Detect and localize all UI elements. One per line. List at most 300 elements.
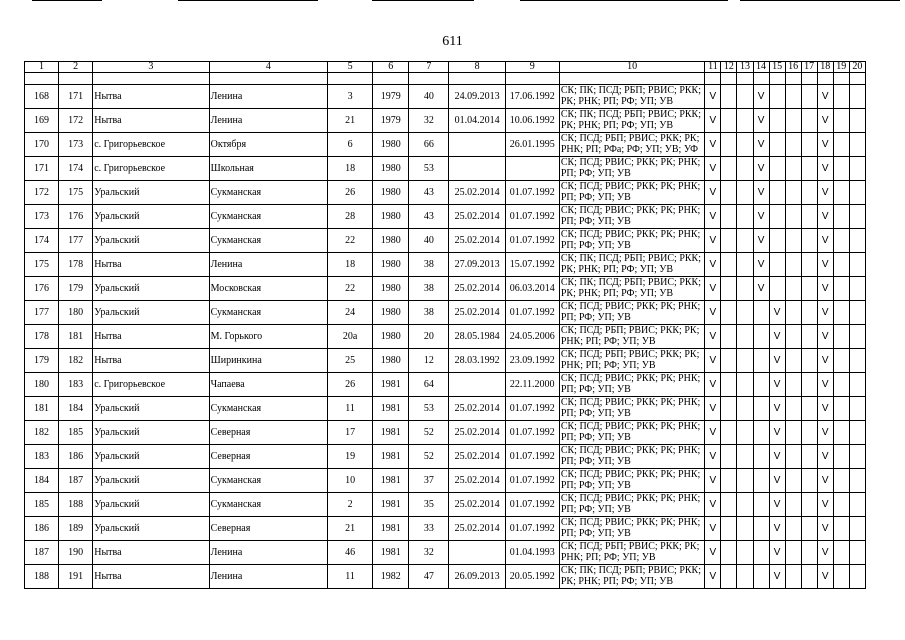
mark-cell-col-13 [737,301,753,325]
mark-cell-col-19 [833,541,849,565]
wear-percent-cell: 32 [409,109,449,133]
street-cell: Ширинкина [209,349,327,373]
wear-percent-cell: 33 [409,517,449,541]
row-number-cell: 183 [25,445,59,469]
mark-cell-col-15: V [769,325,785,349]
date-2-cell: 20.05.1992 [505,565,559,589]
column-number-1: 1 [25,62,59,73]
mark-cell-col-14 [753,517,769,541]
wear-percent-cell: 52 [409,421,449,445]
mark-cell-col-15: V [769,397,785,421]
row-number-cell: 182 [25,421,59,445]
table-row [25,229,866,253]
mark-cell-col-14: V [753,229,769,253]
mark-cell-col-17 [801,373,817,397]
mark-cell-col-11: V [705,373,721,397]
mark-cell-col-12 [721,541,737,565]
mark-cell-col-17 [801,493,817,517]
mark-cell-col-18: V [817,229,833,253]
mark-cell-col-13 [737,325,753,349]
mark-cell-col-12 [721,325,737,349]
mark-cell-col-15: V [769,445,785,469]
year-built-cell: 1980 [373,133,409,157]
row-number-cell: 185 [25,493,59,517]
spacer-cell [817,73,833,85]
mark-cell-col-16 [785,565,801,589]
date-1-cell: 01.04.2014 [449,109,505,133]
mark-cell-col-13 [737,181,753,205]
mark-cell-col-12 [721,157,737,181]
mark-cell-col-12 [721,109,737,133]
object-number-cell: 176 [59,205,93,229]
street-cell: Ленина [209,541,327,565]
street-cell: Сукманская [209,397,327,421]
object-number-cell: 172 [59,109,93,133]
settlement-cell: Нытва [93,85,209,109]
mark-cell-col-16 [785,253,801,277]
settlement-cell: Нытва [93,541,209,565]
house-number-cell: 26 [328,181,373,205]
mark-cell-col-11: V [705,397,721,421]
mark-cell-col-19 [833,517,849,541]
house-number-cell: 11 [328,397,373,421]
street-cell: Сукманская [209,229,327,253]
mark-cell-col-12 [721,469,737,493]
mark-cell-col-15 [769,253,785,277]
mark-cell-col-18: V [817,157,833,181]
row-number-cell: 169 [25,109,59,133]
table-row [25,253,866,277]
mark-cell-col-20 [849,469,865,493]
spacer-cell [705,73,721,85]
mark-cell-col-15: V [769,565,785,589]
top-rule [32,0,102,1]
mark-cell-col-13 [737,541,753,565]
settlement-cell: Уральский [93,517,209,541]
mark-cell-col-18: V [817,565,833,589]
date-2-cell: 23.09.1992 [505,349,559,373]
house-number-cell: 21 [328,517,373,541]
wear-percent-cell: 53 [409,397,449,421]
street-cell: Ленина [209,85,327,109]
mark-cell-col-15: V [769,517,785,541]
mark-cell-col-20 [849,301,865,325]
date-2-cell [505,157,559,181]
mark-cell-col-20 [849,133,865,157]
street-cell: Московская [209,277,327,301]
object-number-cell: 171 [59,85,93,109]
date-2-cell: 01.07.1992 [505,493,559,517]
street-cell: Школьная [209,157,327,181]
mark-cell-col-12 [721,133,737,157]
mark-cell-col-19 [833,205,849,229]
mark-cell-col-11: V [705,229,721,253]
table-row [25,541,866,565]
mark-cell-col-11: V [705,445,721,469]
mark-cell-col-14 [753,325,769,349]
year-built-cell: 1979 [373,109,409,133]
mark-cell-col-16 [785,277,801,301]
street-cell: Северная [209,517,327,541]
mark-cell-col-12 [721,301,737,325]
street-cell: Сукманская [209,181,327,205]
mark-cell-col-19 [833,565,849,589]
table-row [25,373,866,397]
settlement-cell: Уральский [93,181,209,205]
mark-cell-col-17 [801,445,817,469]
mark-cell-col-15 [769,157,785,181]
mark-cell-col-14: V [753,133,769,157]
row-number-cell: 187 [25,541,59,565]
mark-cell-col-20 [849,109,865,133]
mark-cell-col-13 [737,373,753,397]
column-number-20: 20 [849,62,865,73]
mark-cell-col-12 [721,277,737,301]
house-number-cell: 6 [328,133,373,157]
date-2-cell: 24.05.2006 [505,325,559,349]
mark-cell-col-16 [785,397,801,421]
house-number-cell: 22 [328,229,373,253]
mark-cell-col-14: V [753,109,769,133]
mark-cell-col-11: V [705,517,721,541]
wear-percent-cell: 32 [409,541,449,565]
mark-cell-col-14 [753,373,769,397]
mark-cell-col-17 [801,253,817,277]
column-number-17: 17 [801,62,817,73]
settlement-cell: Уральский [93,445,209,469]
mark-cell-col-17 [801,325,817,349]
wear-percent-cell: 38 [409,301,449,325]
settlement-cell: с. Григорьевское [93,133,209,157]
table-row [25,277,866,301]
date-2-cell: 01.07.1992 [505,421,559,445]
street-cell: Северная [209,421,327,445]
mark-cell-col-15 [769,133,785,157]
mark-cell-col-20 [849,517,865,541]
date-1-cell: 25.02.2014 [449,397,505,421]
mark-cell-col-20 [849,325,865,349]
mark-cell-col-13 [737,205,753,229]
mark-cell-col-20 [849,493,865,517]
services-cell: СК; ПСД; РВИС; РКК; РК; РНК; РП; РФ; УП; УВ [559,517,705,541]
services-cell: СК; ПСД; РВИС; РКК; РК; РНК; РП; РФ; УП; УВ [559,469,705,493]
mark-cell-col-19 [833,445,849,469]
services-cell: СК; ПК; ПСД; РБП; РВИС; РКК; РК; РНК; РП; РФ; УП; УВ [559,277,705,301]
mark-cell-col-17 [801,157,817,181]
mark-cell-col-19 [833,301,849,325]
mark-cell-col-19 [833,157,849,181]
mark-cell-col-12 [721,253,737,277]
mark-cell-col-18: V [817,277,833,301]
date-1-cell: 25.02.2014 [449,469,505,493]
mark-cell-col-11: V [705,85,721,109]
services-cell: СК; ПСД; РВИС; РКК; РК; РНК; РП; РФ; УП; УВ [559,229,705,253]
column-number-4: 4 [209,62,327,73]
mark-cell-col-13 [737,133,753,157]
row-number-cell: 171 [25,157,59,181]
date-1-cell: 25.02.2014 [449,445,505,469]
year-built-cell: 1980 [373,325,409,349]
street-cell: Сукманская [209,493,327,517]
mark-cell-col-20 [849,85,865,109]
services-cell: СК; ПСД; РВИС; РКК; РК; РНК; РП; РФ; УП; УВ [559,301,705,325]
date-1-cell: 25.02.2014 [449,205,505,229]
mark-cell-col-16 [785,493,801,517]
mark-cell-col-17 [801,109,817,133]
mark-cell-col-16 [785,445,801,469]
mark-cell-col-17 [801,397,817,421]
mark-cell-col-12 [721,373,737,397]
settlement-cell: Нытва [93,349,209,373]
settlement-cell: Уральский [93,277,209,301]
mark-cell-col-15: V [769,373,785,397]
mark-cell-col-19 [833,133,849,157]
year-built-cell: 1981 [373,469,409,493]
mark-cell-col-13 [737,565,753,589]
wear-percent-cell: 53 [409,157,449,181]
mark-cell-col-15 [769,181,785,205]
table-row [25,85,866,109]
mark-cell-col-17 [801,205,817,229]
services-cell: СК; ПСД; РБП; РВИС; РКК; РК; РНК; РП; РФ; УП; УВ [559,325,705,349]
mark-cell-col-12 [721,397,737,421]
table-row [25,181,866,205]
mark-cell-col-15 [769,109,785,133]
object-number-cell: 178 [59,253,93,277]
table-row [25,325,866,349]
services-cell: СК; ПСД; РВИС; РКК; РК; РНК; РП; РФ; УП; УВ [559,157,705,181]
mark-cell-col-18: V [817,205,833,229]
mark-cell-col-17 [801,541,817,565]
mark-cell-col-20 [849,397,865,421]
mark-cell-col-14 [753,421,769,445]
mark-cell-col-13 [737,469,753,493]
object-number-cell: 173 [59,133,93,157]
settlement-cell: с. Григорьевское [93,157,209,181]
object-number-cell: 185 [59,421,93,445]
mark-cell-col-14 [753,445,769,469]
mark-cell-col-13 [737,397,753,421]
mark-cell-col-14: V [753,253,769,277]
wear-percent-cell: 66 [409,133,449,157]
services-cell: СК; ПСД; РВИС; РКК; РК; РНК; РП; РФ; УП; УВ [559,421,705,445]
year-built-cell: 1980 [373,157,409,181]
spacer-cell [505,73,559,85]
mark-cell-col-11: V [705,253,721,277]
mark-cell-col-13 [737,517,753,541]
mark-cell-col-19 [833,181,849,205]
mark-cell-col-19 [833,109,849,133]
date-2-cell: 01.04.1993 [505,541,559,565]
mark-cell-col-16 [785,325,801,349]
date-1-cell: 24.09.2013 [449,85,505,109]
street-cell: Сукманская [209,469,327,493]
date-2-cell: 01.07.1992 [505,445,559,469]
column-number-9: 9 [505,62,559,73]
mark-cell-col-15 [769,229,785,253]
column-number-11: 11 [705,62,721,73]
mark-cell-col-13 [737,349,753,373]
mark-cell-col-11: V [705,181,721,205]
mark-cell-col-18: V [817,517,833,541]
date-2-cell: 06.03.2014 [505,277,559,301]
mark-cell-col-19 [833,373,849,397]
date-1-cell: 25.02.2014 [449,181,505,205]
object-number-cell: 186 [59,445,93,469]
row-number-cell: 181 [25,397,59,421]
mark-cell-col-11: V [705,469,721,493]
house-number-cell: 11 [328,565,373,589]
date-1-cell: 25.02.2014 [449,517,505,541]
date-1-cell: 25.02.2014 [449,493,505,517]
mark-cell-col-11: V [705,493,721,517]
mark-cell-col-15: V [769,469,785,493]
mark-cell-col-17 [801,229,817,253]
mark-cell-col-17 [801,517,817,541]
mark-cell-col-14 [753,541,769,565]
house-number-cell: 26 [328,373,373,397]
date-1-cell: 28.05.1984 [449,325,505,349]
mark-cell-col-17 [801,421,817,445]
street-cell: М. Горького [209,325,327,349]
column-number-2: 2 [59,62,93,73]
mark-cell-col-16 [785,421,801,445]
object-number-cell: 183 [59,373,93,397]
mark-cell-col-12 [721,181,737,205]
mark-cell-col-14 [753,301,769,325]
spacer-cell [721,73,737,85]
mark-cell-col-16 [785,205,801,229]
row-number-cell: 174 [25,229,59,253]
wear-percent-cell: 52 [409,445,449,469]
house-number-cell: 20а [328,325,373,349]
mark-cell-col-18: V [817,109,833,133]
table-row [25,205,866,229]
year-built-cell: 1981 [373,421,409,445]
mark-cell-col-15: V [769,541,785,565]
object-number-cell: 184 [59,397,93,421]
mark-cell-col-16 [785,349,801,373]
mark-cell-col-18: V [817,541,833,565]
house-number-cell: 10 [328,469,373,493]
mark-cell-col-12 [721,229,737,253]
mark-cell-col-20 [849,349,865,373]
date-1-cell [449,157,505,181]
services-cell: СК; ПСД; РБП; РВИС; РКК; РК; РНК; РП; РФ; УП; УВ [559,541,705,565]
year-built-cell: 1980 [373,205,409,229]
object-number-cell: 187 [59,469,93,493]
mark-cell-col-13 [737,85,753,109]
object-number-cell: 191 [59,565,93,589]
table-row [25,469,866,493]
mark-cell-col-11: V [705,349,721,373]
services-cell: СК; ПСД; РВИС; РКК; РК; РНК; РП; РФ; УП; УВ [559,373,705,397]
services-cell: СК; ПСД; РБП; РВИС; РКК; РК; РНК; РП; РФ; УП; УВ [559,349,705,373]
spacer-cell [373,73,409,85]
column-number-3: 3 [93,62,209,73]
year-built-cell: 1981 [373,517,409,541]
table-row [25,157,866,181]
street-cell: Ленина [209,253,327,277]
house-number-cell: 17 [328,421,373,445]
mark-cell-col-19 [833,493,849,517]
row-number-cell: 168 [25,85,59,109]
wear-percent-cell: 43 [409,181,449,205]
object-number-cell: 188 [59,493,93,517]
table-row [25,517,866,541]
wear-percent-cell: 38 [409,253,449,277]
object-number-cell: 181 [59,325,93,349]
settlement-cell: Уральский [93,469,209,493]
mark-cell-col-14: V [753,205,769,229]
year-built-cell: 1980 [373,181,409,205]
column-number-18: 18 [817,62,833,73]
mark-cell-col-17 [801,349,817,373]
column-number-5: 5 [328,62,373,73]
object-number-cell: 177 [59,229,93,253]
house-number-cell: 22 [328,277,373,301]
mark-cell-col-13 [737,493,753,517]
mark-cell-col-20 [849,541,865,565]
services-cell: СК; ПСД; РБП; РВИС; РКК; РК; РНК; РП; РФа; РФ; УП; УВ; УФ [559,133,705,157]
spacer-cell [737,73,753,85]
year-built-cell: 1981 [373,445,409,469]
mark-cell-col-14 [753,565,769,589]
table-row [25,421,866,445]
house-number-cell: 2 [328,493,373,517]
wear-percent-cell: 43 [409,205,449,229]
date-2-cell: 01.07.1992 [505,181,559,205]
mark-cell-col-20 [849,565,865,589]
mark-cell-col-15: V [769,349,785,373]
mark-cell-col-12 [721,85,737,109]
row-number-cell: 186 [25,517,59,541]
mark-cell-col-11: V [705,565,721,589]
mark-cell-col-16 [785,541,801,565]
column-number-16: 16 [785,62,801,73]
wear-percent-cell: 47 [409,565,449,589]
settlement-cell: Уральский [93,301,209,325]
table-row [25,301,866,325]
mark-cell-col-16 [785,373,801,397]
year-built-cell: 1981 [373,493,409,517]
row-number-cell: 170 [25,133,59,157]
mark-cell-col-13 [737,445,753,469]
house-number-cell: 3 [328,85,373,109]
year-built-cell: 1980 [373,277,409,301]
date-2-cell: 01.07.1992 [505,229,559,253]
table-row [25,349,866,373]
date-2-cell: 01.07.1992 [505,301,559,325]
services-cell: СК; ПСД; РВИС; РКК; РК; РНК; РП; РФ; УП; УВ [559,205,705,229]
object-number-cell: 180 [59,301,93,325]
row-number-cell: 179 [25,349,59,373]
spacer-cell [328,73,373,85]
mark-cell-col-18: V [817,133,833,157]
mark-cell-col-12 [721,517,737,541]
mark-cell-col-11: V [705,157,721,181]
mark-cell-col-16 [785,133,801,157]
street-cell: Ленина [209,109,327,133]
house-number-cell: 28 [328,205,373,229]
date-1-cell [449,373,505,397]
mark-cell-col-19 [833,397,849,421]
table-row [25,133,866,157]
mark-cell-col-16 [785,517,801,541]
date-2-cell: 15.07.1992 [505,253,559,277]
date-1-cell: 28.03.1992 [449,349,505,373]
mark-cell-col-20 [849,157,865,181]
